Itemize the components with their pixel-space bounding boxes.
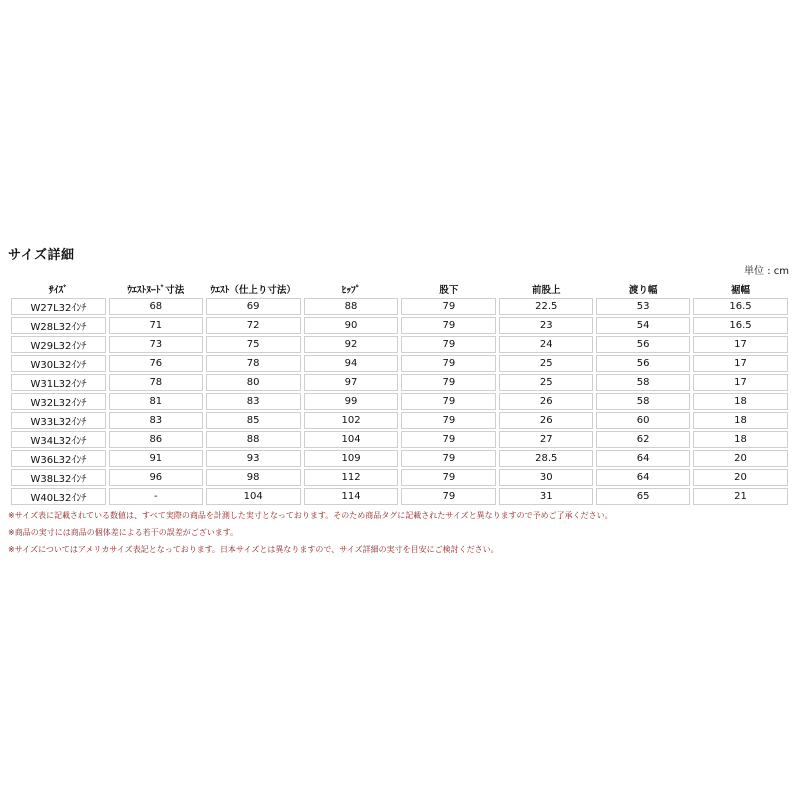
table-cell: 28.5 (499, 450, 593, 467)
header-cell: ｳｴｽﾄﾇｰﾄﾞ寸法 (127, 284, 185, 296)
table-cell: W33L32ｲﾝﾁ (11, 412, 106, 429)
table-cell: 88 (206, 431, 301, 448)
table-cell: 104 (304, 431, 399, 448)
table-cell: 64 (596, 469, 690, 486)
note-text: ※サイズについてはアメリカサイズ表記となっております。日本サイズとは異なりますので、サイズ詳細の実寸を目安にご検討ください。 (8, 545, 499, 554)
table-cell: 114 (304, 488, 399, 505)
table-cell: W30L32ｲﾝﾁ (11, 355, 106, 372)
note-text: ※商品の実寸には商品の個体差による若干の誤差がございます。 (8, 528, 239, 537)
table-row (11, 469, 788, 486)
table-body (11, 298, 788, 505)
table-cell: 71 (109, 317, 203, 334)
table-cell: 16.5 (693, 317, 788, 334)
table-cell: W36L32ｲﾝﾁ (11, 450, 106, 467)
table-cell: 17 (693, 336, 788, 353)
header-cell: 裾幅 (731, 284, 751, 296)
table-cell: 80 (206, 374, 301, 391)
table-cell: 104 (206, 488, 301, 505)
table-row (11, 450, 788, 467)
table-cell: 17 (693, 374, 788, 391)
table-cell: 16.5 (693, 298, 788, 315)
table-header-row (11, 281, 788, 296)
table-cell: 27 (499, 431, 593, 448)
header-cell: 渡り幅 (628, 284, 658, 296)
table-row (11, 393, 788, 410)
table-row (11, 431, 788, 448)
table-cell: 112 (304, 469, 399, 486)
header-cell: 前股上 (532, 284, 561, 296)
table-cell: 78 (206, 355, 301, 372)
page-title: サイズ詳細 (8, 248, 75, 263)
table-cell: 31 (499, 488, 593, 505)
table-cell: 62 (596, 431, 690, 448)
table-cell: 79 (401, 393, 496, 410)
table-cell: 18 (693, 431, 788, 448)
table-cell: W40L32ｲﾝﾁ (11, 488, 106, 505)
table-cell: W31L32ｲﾝﾁ (11, 374, 106, 391)
table-cell: 58 (596, 393, 690, 410)
table-cell: 30 (499, 469, 593, 486)
table-cell: 18 (693, 393, 788, 410)
table-row (11, 488, 788, 505)
table-row (11, 298, 788, 315)
table-cell: 88 (304, 298, 399, 315)
table-cell: 99 (304, 393, 399, 410)
table-cell: W32L32ｲﾝﾁ (11, 393, 106, 410)
table-cell: 92 (304, 336, 399, 353)
table-cell: W34L32ｲﾝﾁ (11, 431, 106, 448)
table-cell: 56 (596, 355, 690, 372)
table-cell: 91 (109, 450, 203, 467)
table-cell: 65 (596, 488, 690, 505)
table-cell: 75 (206, 336, 301, 353)
table-cell: 97 (304, 374, 399, 391)
table-cell: W29L32ｲﾝﾁ (11, 336, 106, 353)
table-cell: 69 (206, 298, 301, 315)
header-cell: ｻｲｽﾞ (48, 284, 68, 296)
table-cell: 18 (693, 412, 788, 429)
table-cell: 78 (109, 374, 203, 391)
table-cell: 79 (401, 412, 496, 429)
table-cell: W27L32ｲﾝﾁ (11, 298, 106, 315)
table-cell: 26 (499, 412, 593, 429)
table-cell: 79 (401, 317, 496, 334)
table-cell: 25 (499, 374, 593, 391)
header-cell: 股下 (439, 284, 459, 296)
table-row (11, 374, 788, 391)
notes (8, 510, 613, 561)
header-cell: ｳｴｽﾄ（仕上り寸法） (210, 284, 296, 296)
table-cell: 85 (206, 412, 301, 429)
table-cell: 58 (596, 374, 690, 391)
table-cell: 20 (693, 469, 788, 486)
table-cell: 53 (596, 298, 690, 315)
table-cell: 79 (401, 374, 496, 391)
table-cell: 76 (109, 355, 203, 372)
table-cell: 79 (401, 336, 496, 353)
table-cell: 23 (499, 317, 593, 334)
table-row (11, 317, 788, 334)
table-cell: 79 (401, 469, 496, 486)
table-cell: 98 (206, 469, 301, 486)
table-cell: 64 (596, 450, 690, 467)
table-cell: W38L32ｲﾝﾁ (11, 469, 106, 486)
table-cell: 24 (499, 336, 593, 353)
table-cell: 94 (304, 355, 399, 372)
table-cell: 79 (401, 450, 496, 467)
table-cell: - (109, 488, 203, 505)
table-cell: 68 (109, 298, 203, 315)
table-cell: 21 (693, 488, 788, 505)
size-table (8, 279, 791, 507)
unit-label: 単位 : cm (744, 266, 789, 277)
header-cell: ﾋｯﾌﾟ (341, 284, 361, 296)
table-cell: 96 (109, 469, 203, 486)
table-cell: 73 (109, 336, 203, 353)
table-cell: 72 (206, 317, 301, 334)
table-cell: 102 (304, 412, 399, 429)
table-cell: 54 (596, 317, 690, 334)
table-row (11, 412, 788, 429)
table-cell: 22.5 (499, 298, 593, 315)
table-cell: 26 (499, 393, 593, 410)
table-cell: 79 (401, 431, 496, 448)
note-text: ※サイズ表に記載されている数値は、すべて実際の商品を計測した実寸となっております。そのため商品タグに記載されたサイズと異なりますので予めご了承ください。 (8, 511, 613, 520)
table-cell: 83 (109, 412, 203, 429)
table-cell: 83 (206, 393, 301, 410)
table-cell: 81 (109, 393, 203, 410)
table-cell: 20 (693, 450, 788, 467)
table-cell: W28L32ｲﾝﾁ (11, 317, 106, 334)
table-cell: 86 (109, 431, 203, 448)
table-cell: 60 (596, 412, 690, 429)
table-cell: 17 (693, 355, 788, 372)
table-cell: 79 (401, 355, 496, 372)
table-cell: 93 (206, 450, 301, 467)
table-cell: 25 (499, 355, 593, 372)
table-cell: 90 (304, 317, 399, 334)
table-row (11, 355, 788, 372)
table-row (11, 336, 788, 353)
table-cell: 79 (401, 298, 496, 315)
table-cell: 109 (304, 450, 399, 467)
table-cell: 79 (401, 488, 496, 505)
table-cell: 56 (596, 336, 690, 353)
